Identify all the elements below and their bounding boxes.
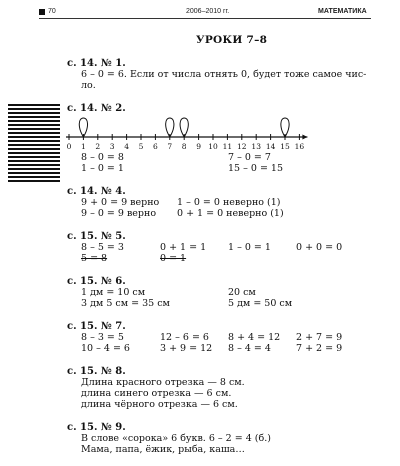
number-line-arrow bbox=[302, 135, 307, 140]
section-label-7: с. 15. № 8. bbox=[67, 366, 126, 377]
number-line-tick-label: 3 bbox=[109, 142, 115, 151]
section-8-line-2: Мама, папа, ёжик, рыба, каша… bbox=[81, 444, 245, 455]
margin-stripes bbox=[8, 104, 60, 182]
section-label-6: с. 15. № 7. bbox=[67, 321, 126, 332]
section-2-left-1: 8 – 0 = 8 bbox=[81, 152, 124, 163]
number-line-tick-label: 4 bbox=[124, 142, 129, 151]
section-label-3: с. 14. № 4. bbox=[67, 186, 126, 197]
section-7-line-1: Длина красного отрезка — 8 см. bbox=[81, 377, 245, 388]
section-3-r1-c1: 9 + 0 = 9 верно bbox=[81, 197, 160, 208]
number-line-tick-label: 7 bbox=[167, 142, 173, 151]
section-6-r1-c2: 12 – 6 = 6 bbox=[160, 332, 209, 343]
section-4-r1-c2: 0 + 1 = 1 bbox=[160, 242, 207, 253]
number-line-tick-label: 2 bbox=[95, 142, 101, 151]
page-marker-square bbox=[39, 9, 45, 15]
section-3-r1-c2: 1 – 0 = 0 неверно (1) bbox=[177, 197, 281, 208]
number-line-tick-label: 5 bbox=[138, 142, 144, 151]
number-line-tick-label: 6 bbox=[153, 142, 158, 151]
section-6-r2-c1: 10 – 4 = 6 bbox=[81, 343, 130, 354]
section-5-r1-c2: 20 см bbox=[228, 287, 256, 298]
section-6-r2-c3: 8 – 4 = 4 bbox=[228, 343, 271, 354]
section-7-line-2: длина синего отрезка — 6 см. bbox=[81, 388, 232, 399]
header-subject: МАТЕМАТИКА bbox=[318, 8, 367, 15]
number-line-tick-label: 14 bbox=[265, 142, 276, 151]
section-4-r1-c1: 8 – 5 = 3 bbox=[81, 242, 124, 253]
number-line-tick-label: 0 bbox=[66, 142, 72, 151]
section-2-left-2: 1 – 0 = 1 bbox=[81, 163, 124, 174]
section-4-r2-c2: 0 = 1 bbox=[160, 253, 187, 264]
number-line-tick-label: 11 bbox=[222, 142, 233, 151]
number-line-tick-label: 12 bbox=[237, 142, 247, 151]
section-label-4: с. 15. № 5. bbox=[67, 231, 126, 242]
section-3-r2-c1: 9 – 0 = 9 верно bbox=[81, 208, 157, 219]
header-rule bbox=[39, 18, 371, 19]
section-4-r1-c4: 0 + 0 = 0 bbox=[296, 242, 343, 253]
section-3-r2-c2: 0 + 1 = 0 неверно (1) bbox=[177, 208, 284, 219]
section-5-r2-c1: 3 дм 5 см = 35 см bbox=[81, 298, 170, 309]
page-number: 70 bbox=[48, 8, 56, 15]
section-5-r2-c2: 5 дм = 50 см bbox=[228, 298, 293, 309]
section-2-right-2: 15 – 0 = 15 bbox=[228, 163, 284, 174]
number-line-tick-label: 9 bbox=[196, 142, 201, 151]
header-years: 2006–2010 гг. bbox=[186, 8, 230, 15]
number-line-tick-label: 8 bbox=[181, 142, 187, 151]
page-title: УРОКИ 7–8 bbox=[196, 34, 268, 46]
section-label-1: с. 14. № 1. bbox=[67, 58, 126, 69]
section-1-line-2: ло. bbox=[81, 80, 96, 91]
section-label-2: с. 14. № 2. bbox=[67, 103, 126, 114]
section-2-right-1: 7 – 0 = 7 bbox=[228, 152, 271, 163]
section-4-r1-c3: 1 – 0 = 1 bbox=[228, 242, 271, 253]
section-8-line-1: В слове «сорока» 6 букв. 6 – 2 = 4 (б.) bbox=[81, 433, 271, 444]
section-4-r2-c1: 5 = 8 bbox=[81, 253, 108, 264]
section-1-line-1: 6 – 0 = 6. Если от числа отнять 0, будет тоже самое чис- bbox=[81, 69, 367, 80]
section-7-line-3: длина чёрного отрезка — 6 см. bbox=[81, 399, 238, 410]
number-line bbox=[60, 112, 335, 154]
section-5-r1-c1: 1 дм = 10 см bbox=[81, 287, 146, 298]
number-line-tick-label: 13 bbox=[251, 142, 261, 151]
section-label-5: с. 15. № 6. bbox=[67, 276, 126, 287]
number-line-tick-label: 15 bbox=[280, 142, 290, 151]
section-6-r2-c4: 7 + 2 = 9 bbox=[296, 343, 343, 354]
section-6-r1-c4: 2 + 7 = 9 bbox=[296, 332, 343, 343]
number-line-tick-label: 10 bbox=[208, 142, 218, 151]
section-6-r1-c3: 8 + 4 = 12 bbox=[228, 332, 281, 343]
number-line-tick-label: 16 bbox=[294, 142, 305, 151]
number-line-tick-label: 1 bbox=[81, 142, 86, 151]
section-label-8: с. 15. № 9. bbox=[67, 422, 126, 433]
section-6-r2-c2: 3 + 9 = 12 bbox=[160, 343, 213, 354]
section-6-r1-c1: 8 – 3 = 5 bbox=[81, 332, 124, 343]
